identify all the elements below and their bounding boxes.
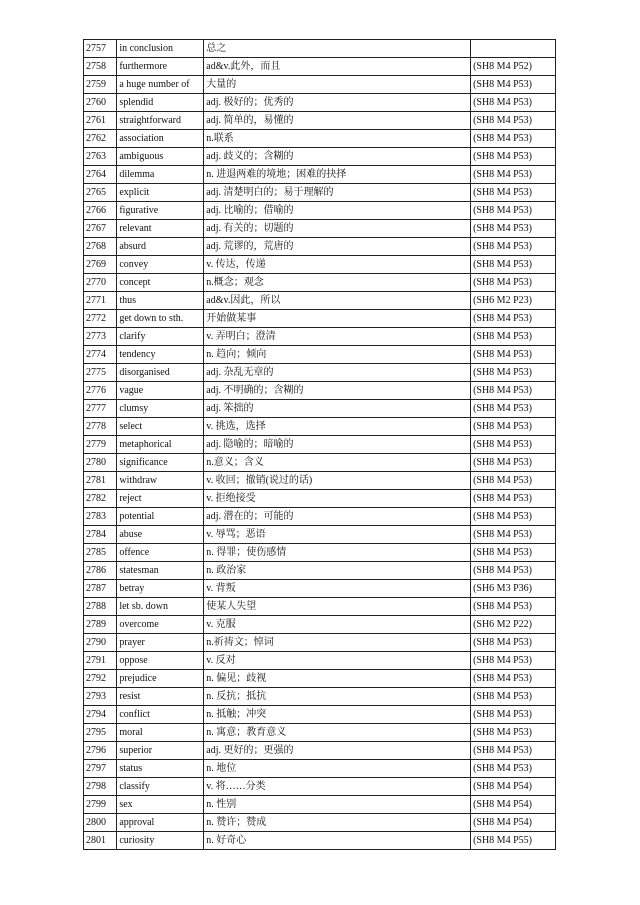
entry-word: association [117,130,204,148]
entry-definition: n. 赞许；赞成 [204,814,471,832]
entry-reference: (SH8 M4 P53) [471,598,556,616]
table-row [84,778,556,796]
table-row [84,130,556,148]
entry-number: 2788 [84,598,117,616]
entry-word: clumsy [117,400,204,418]
entry-definition: adj. 杂乱无章的 [204,364,471,382]
table-row [84,220,556,238]
entry-word: relevant [117,220,204,238]
entry-word: concept [117,274,204,292]
table-row [84,814,556,832]
entry-number: 2796 [84,742,117,760]
entry-definition: adj. 荒谬的，荒唐的 [204,238,471,256]
entry-reference: (SH8 M4 P53) [471,364,556,382]
entry-definition: v. 弄明白；澄清 [204,328,471,346]
entry-reference: (SH8 M4 P53) [471,112,556,130]
entry-definition: n.概念；观念 [204,274,471,292]
entry-reference: (SH8 M4 P53) [471,328,556,346]
entry-number: 2782 [84,490,117,508]
entry-number: 2771 [84,292,117,310]
entry-reference [471,40,556,58]
entry-number: 2764 [84,166,117,184]
entry-reference: (SH8 M4 P53) [471,436,556,454]
entry-number: 2784 [84,526,117,544]
entry-reference: (SH8 M4 P54) [471,778,556,796]
entry-word: status [117,760,204,778]
entry-word: metaphorical [117,436,204,454]
entry-reference: (SH8 M4 P53) [471,526,556,544]
table-row [84,562,556,580]
entry-word: tendency [117,346,204,364]
entry-number: 2785 [84,544,117,562]
entry-definition: 大量的 [204,76,471,94]
entry-reference: (SH8 M4 P53) [471,490,556,508]
table-row [84,274,556,292]
entry-word: straightforward [117,112,204,130]
table-row [84,202,556,220]
entry-definition: n.祈祷文；悼词 [204,634,471,652]
entry-definition: v. 背叛 [204,580,471,598]
table-row [84,742,556,760]
entry-word: splendid [117,94,204,112]
table-row [84,760,556,778]
entry-reference: (SH8 M4 P53) [471,202,556,220]
entry-number: 2776 [84,382,117,400]
entry-definition: adj. 有关的；切题的 [204,220,471,238]
entry-definition: v. 反对 [204,652,471,670]
entry-word: oppose [117,652,204,670]
entry-definition: adj. 比喻的；借喻的 [204,202,471,220]
entry-reference: (SH8 M4 P53) [471,706,556,724]
entry-word: conflict [117,706,204,724]
entry-definition: v. 传达，传递 [204,256,471,274]
table-row [84,832,556,850]
table-row [84,436,556,454]
table-row [84,670,556,688]
entry-number: 2794 [84,706,117,724]
entry-number: 2773 [84,328,117,346]
table-row [84,382,556,400]
table-row [84,418,556,436]
entry-reference: (SH6 M2 P22) [471,616,556,634]
entry-number: 2772 [84,310,117,328]
entry-reference: (SH8 M4 P53) [471,220,556,238]
entry-definition: n. 得罪；使伤感情 [204,544,471,562]
table-row [84,76,556,94]
entry-word: thus [117,292,204,310]
entry-definition: n. 性别 [204,796,471,814]
entry-word: reject [117,490,204,508]
entry-word: abuse [117,526,204,544]
entry-number: 2765 [84,184,117,202]
entry-definition: adj. 不明确的；含糊的 [204,382,471,400]
table-row [84,238,556,256]
table-row [84,40,556,58]
table-row [84,364,556,382]
entry-number: 2759 [84,76,117,94]
entry-word: potential [117,508,204,526]
entry-number: 2792 [84,670,117,688]
table-row [84,58,556,76]
entry-word: superior [117,742,204,760]
entry-definition: n. 寓意；教育意义 [204,724,471,742]
entry-reference: (SH8 M4 P53) [471,274,556,292]
entry-word: sex [117,796,204,814]
entry-reference: (SH8 M4 P54) [471,796,556,814]
entry-word: clarify [117,328,204,346]
entry-definition: v. 克服 [204,616,471,634]
table-row [84,400,556,418]
entry-word: significance [117,454,204,472]
table-row [84,454,556,472]
entry-definition: adj. 简单的，易懂的 [204,112,471,130]
entry-word: vague [117,382,204,400]
entry-number: 2795 [84,724,117,742]
entry-reference: (SH8 M4 P53) [471,130,556,148]
entry-definition: n. 进退两难的境地；困难的抉择 [204,166,471,184]
entry-reference: (SH8 M4 P53) [471,184,556,202]
entry-number: 2758 [84,58,117,76]
entry-word: get down to sth. [117,310,204,328]
table-row [84,166,556,184]
table-row [84,490,556,508]
entry-number: 2791 [84,652,117,670]
entry-definition: n.意义；含义 [204,454,471,472]
entry-reference: (SH8 M4 P53) [471,670,556,688]
entry-word: withdraw [117,472,204,490]
entry-definition: adj. 潜在的；可能的 [204,508,471,526]
table-row [84,616,556,634]
entry-word: let sb. down [117,598,204,616]
entry-number: 2783 [84,508,117,526]
entry-reference: (SH8 M4 P53) [471,724,556,742]
entry-number: 2786 [84,562,117,580]
entry-number: 2777 [84,400,117,418]
entry-definition: n. 好奇心 [204,832,471,850]
entry-number: 2769 [84,256,117,274]
entry-reference: (SH8 M4 P53) [471,760,556,778]
entry-number: 2779 [84,436,117,454]
entry-number: 2793 [84,688,117,706]
entry-reference: (SH8 M4 P53) [471,76,556,94]
entry-definition: v. 拒绝接受 [204,490,471,508]
entry-reference: (SH8 M4 P53) [471,148,556,166]
entry-reference: (SH8 M4 P53) [471,382,556,400]
entry-definition: adj. 笨拙的 [204,400,471,418]
entry-reference: (SH8 M4 P53) [471,166,556,184]
entry-number: 2767 [84,220,117,238]
entry-reference: (SH8 M4 P53) [471,346,556,364]
entry-definition: adj. 隐喻的；暗喻的 [204,436,471,454]
entry-reference: (SH8 M4 P53) [471,742,556,760]
table-row [84,292,556,310]
entry-number: 2770 [84,274,117,292]
entry-word: classify [117,778,204,796]
table-row [84,724,556,742]
entry-definition: v. 挑选，选择 [204,418,471,436]
table-row [84,112,556,130]
entry-word: ambiguous [117,148,204,166]
entry-definition: n.联系 [204,130,471,148]
entry-number: 2760 [84,94,117,112]
entry-number: 2768 [84,238,117,256]
table-row [84,256,556,274]
entry-word: absurd [117,238,204,256]
entry-number: 2787 [84,580,117,598]
entry-number: 2761 [84,112,117,130]
entry-number: 2766 [84,202,117,220]
table-row [84,634,556,652]
entry-definition: adj. 歧义的；含糊的 [204,148,471,166]
entry-reference: (SH8 M4 P53) [471,472,556,490]
table-row [84,598,556,616]
entry-number: 2763 [84,148,117,166]
entry-word: offence [117,544,204,562]
entry-definition: n. 反抗；抵抗 [204,688,471,706]
entry-word: moral [117,724,204,742]
table-row [84,508,556,526]
entry-number: 2798 [84,778,117,796]
entry-definition: n. 抵触；冲突 [204,706,471,724]
entry-definition: v. 将……分类 [204,778,471,796]
entry-definition: 使某人失望 [204,598,471,616]
entry-number: 2762 [84,130,117,148]
entry-reference: (SH6 M3 P36) [471,580,556,598]
entry-reference: (SH6 M2 P23) [471,292,556,310]
entry-word: figurative [117,202,204,220]
entry-word: betray [117,580,204,598]
entry-reference: (SH8 M4 P53) [471,688,556,706]
entry-reference: (SH8 M4 P53) [471,544,556,562]
entry-number: 2801 [84,832,117,850]
entry-word: prejudice [117,670,204,688]
entry-word: statesman [117,562,204,580]
table-row [84,94,556,112]
entry-word: in conclusion [117,40,204,58]
table-row [84,688,556,706]
entry-word: explicit [117,184,204,202]
table-row [84,148,556,166]
entry-number: 2799 [84,796,117,814]
table-row [84,544,556,562]
table-row [84,472,556,490]
entry-definition: adj. 清楚明白的；易于理解的 [204,184,471,202]
entry-word: curiosity [117,832,204,850]
entry-reference: (SH8 M4 P53) [471,238,556,256]
entry-word: dilemma [117,166,204,184]
entry-word: a huge number of [117,76,204,94]
entry-definition: ad&v.因此，所以 [204,292,471,310]
entry-reference: (SH8 M4 P53) [471,454,556,472]
entry-word: furthermore [117,58,204,76]
entry-number: 2800 [84,814,117,832]
entry-definition: v. 收回；撤销(说过的话) [204,472,471,490]
entry-definition: adj. 极好的；优秀的 [204,94,471,112]
entry-number: 2757 [84,40,117,58]
entry-definition: n. 趋向；倾向 [204,346,471,364]
entry-word: approval [117,814,204,832]
entry-number: 2789 [84,616,117,634]
entry-reference: (SH8 M4 P53) [471,508,556,526]
entry-definition: n. 偏见；歧视 [204,670,471,688]
entry-word: overcome [117,616,204,634]
entry-reference: (SH8 M4 P53) [471,652,556,670]
table-row [84,796,556,814]
table-row [84,652,556,670]
entry-definition: 开始做某事 [204,310,471,328]
entry-number: 2780 [84,454,117,472]
entry-number: 2790 [84,634,117,652]
entry-definition: v. 辱骂；恶语 [204,526,471,544]
entry-reference: (SH8 M4 P53) [471,400,556,418]
entry-word: resist [117,688,204,706]
entry-number: 2774 [84,346,117,364]
entry-number: 2775 [84,364,117,382]
entry-reference: (SH8 M4 P53) [471,310,556,328]
entry-word: select [117,418,204,436]
entry-number: 2797 [84,760,117,778]
table-row [84,580,556,598]
table-row [84,346,556,364]
entry-definition: adj. 更好的；更强的 [204,742,471,760]
entry-word: convey [117,256,204,274]
entry-word: disorganised [117,364,204,382]
table-row [84,328,556,346]
entry-number: 2781 [84,472,117,490]
table-row [84,706,556,724]
entry-definition: 总之 [204,40,471,58]
table-row [84,310,556,328]
entry-definition: ad&v.此外，而且 [204,58,471,76]
entry-number: 2778 [84,418,117,436]
entry-reference: (SH8 M4 P53) [471,634,556,652]
entry-reference: (SH8 M4 P55) [471,832,556,850]
vocabulary-table [83,39,556,850]
vocabulary-table-body [84,40,556,850]
table-row [84,184,556,202]
entry-reference: (SH8 M4 P53) [471,418,556,436]
table-row [84,526,556,544]
entry-reference: (SH8 M4 P53) [471,562,556,580]
entry-definition: n. 政治家 [204,562,471,580]
entry-word: prayer [117,634,204,652]
entry-reference: (SH8 M4 P53) [471,256,556,274]
entry-reference: (SH8 M4 P53) [471,94,556,112]
entry-definition: n. 地位 [204,760,471,778]
entry-reference: (SH8 M4 P54) [471,814,556,832]
entry-reference: (SH8 M4 P52) [471,58,556,76]
